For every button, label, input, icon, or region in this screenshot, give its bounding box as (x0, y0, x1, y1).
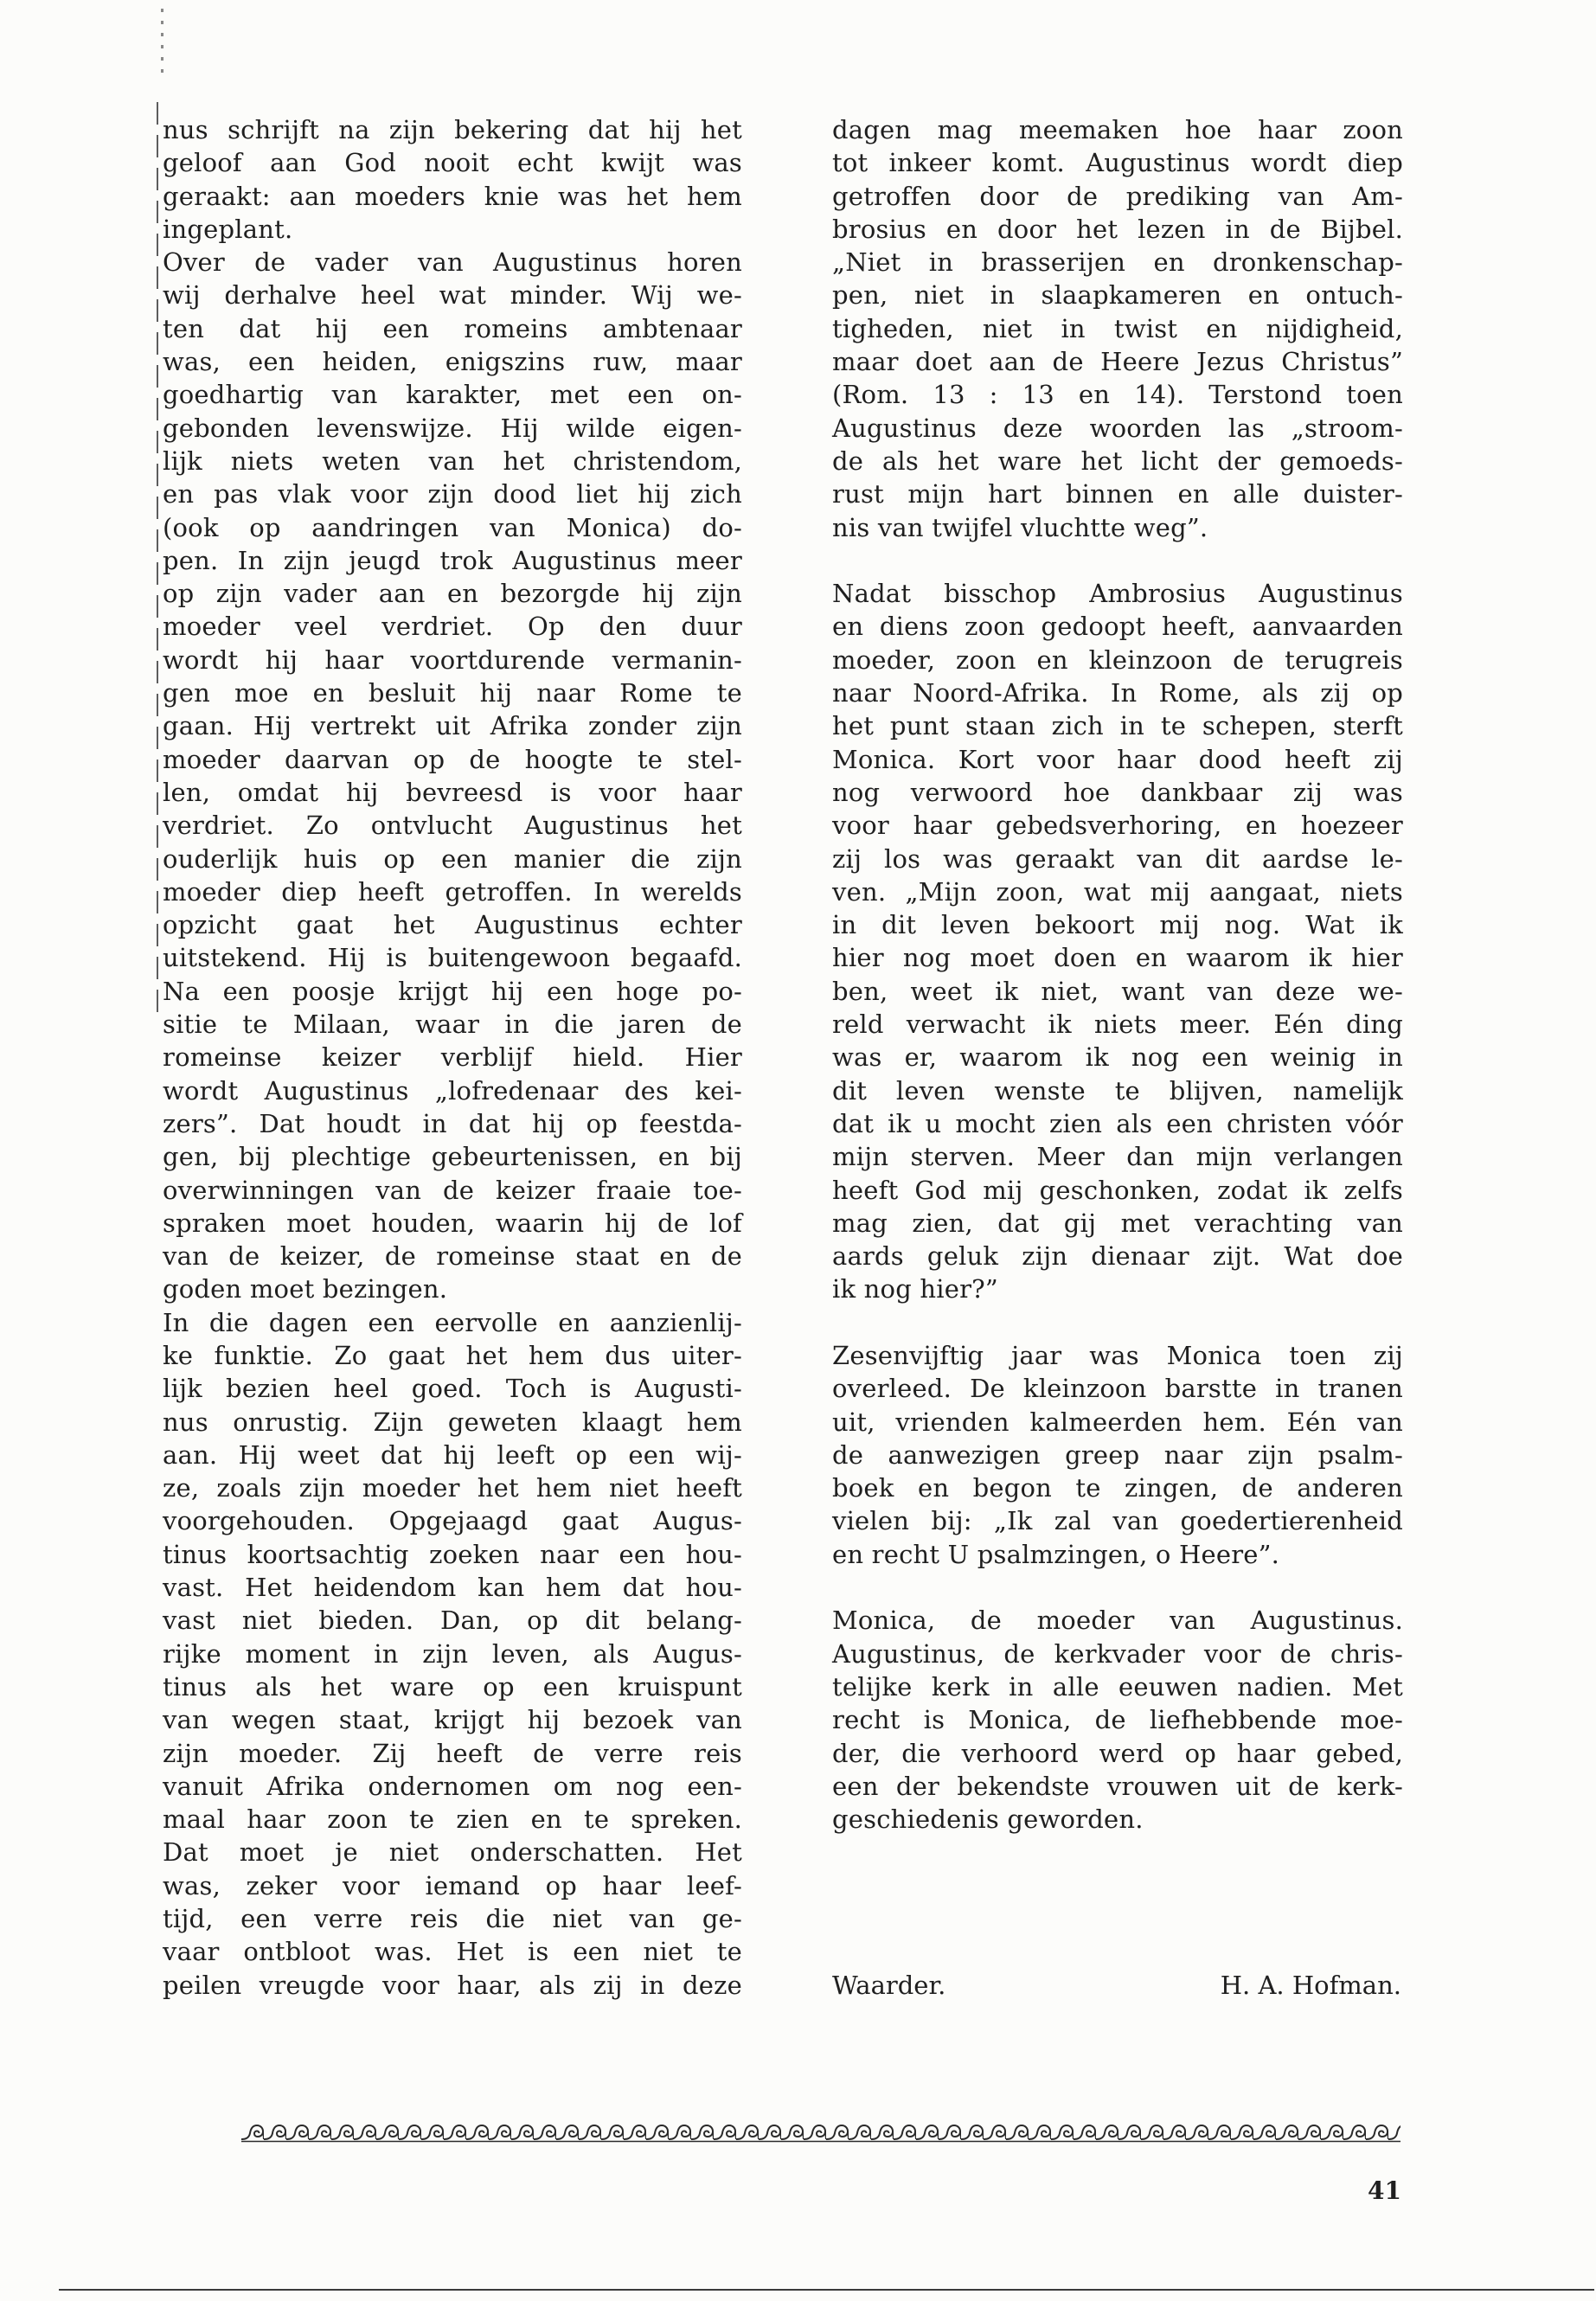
text-line: aards geluk zijn dienaar zijt. Wat doe (832, 1241, 1403, 1272)
text-line: het punt staan zich in te schepen, sterft (832, 711, 1403, 741)
text-line: ingeplant. (163, 214, 293, 244)
text-line: peilen vreugde voor haar, als zij in deze (163, 1970, 742, 2000)
text-line: Over de vader van Augustinus horen (163, 247, 742, 278)
text-line: Monica. Kort voor haar dood heeft zij (832, 744, 1403, 774)
text-line: nog verwoord hoe dankbaar zij was (832, 777, 1403, 807)
text-line: dit leven wenste te blijven, namelijk (832, 1075, 1403, 1106)
text-line: van wegen staat, krijgt hij bezoek van (163, 1705, 742, 1735)
text-line: overleed. De kleinzoon barstte in tranen (832, 1374, 1403, 1404)
text-line: heeft God mij geschonken, zodat ik zelfs (832, 1175, 1403, 1205)
text-line: gaan. Hij vertrekt uit Afrika zonder zijn (163, 711, 742, 741)
paragraph (163, 113, 742, 246)
text-line: spraken moet houden, waarin hij de lof (163, 1208, 742, 1238)
text-line: een der bekendste vrouwen uit de kerk- (832, 1771, 1403, 1801)
text-line: en recht U psalmzingen, o Heere”. (832, 1539, 1280, 1569)
text-line: recht is Monica, de liefhebbende moe- (832, 1705, 1403, 1735)
text-line: uitstekend. Hij is buitengewoon begaafd. (163, 943, 742, 973)
text-line: Augustinus, de kerkvader voor de chris- (832, 1638, 1403, 1669)
text-line: moeder, zoon en kleinzoon de terugreis (832, 644, 1403, 675)
text-line: mag zien, dat gij met verachting van (832, 1208, 1403, 1238)
text-line: tot inkeer komt. Augustinus wordt diep (832, 148, 1403, 178)
text-line: overwinningen van de keizer fraaie toe- (163, 1175, 742, 1205)
text-line: geraakt: aan moeders knie was het hem (163, 181, 742, 211)
text-line: naar Noord-Afrika. In Rome, als zij op (832, 678, 1403, 708)
text-line: (ook op aandringen van Monica) do- (163, 512, 742, 542)
text-line: boek en begon te zingen, de anderen (832, 1473, 1403, 1503)
signature-author: H. A. Hofman. (1220, 1971, 1401, 2000)
text-line: nis van twijfel vluchtte weg”. (832, 512, 1208, 542)
right-column (832, 113, 1403, 1869)
text-line: verdriet. Zo ontvlucht Augustinus het (163, 811, 742, 841)
text-line: gen, bij plechtige gebeurtenissen, en bij (163, 1142, 742, 1172)
text-line: Zesenvijftig jaar was Monica toen zij (832, 1340, 1403, 1370)
text-line: dat ik u mocht zien als een christen vóór (832, 1108, 1403, 1138)
text-line: telijke kerk in alle eeuwen nadien. Met (832, 1671, 1403, 1702)
paragraph (163, 246, 742, 1306)
text-line: ben, weet ik niet, want van deze we- (832, 976, 1403, 1006)
text-line: was er, waarom ik nog een weinig in (832, 1042, 1403, 1073)
text-line: ouderlijk huis op een manier die zijn (163, 843, 742, 874)
scan-margin-mark (157, 102, 158, 1021)
text-line: gen moe en besluit hij naar Rome te (163, 678, 742, 708)
text-line: wij derhalve heel wat minder. Wij we- (163, 280, 742, 311)
left-column (163, 113, 742, 2002)
text-line: In die dagen een eervolle en aanzienlij- (163, 1307, 742, 1337)
text-line: moeder daarvan op de hoogte te stel- (163, 744, 742, 774)
text-line: zij los was geraakt van dit aardse le- (832, 843, 1403, 874)
text-line: vanuit Afrika ondernomen om nog een- (163, 1771, 742, 1801)
text-line: wordt Augustinus „lofredenaar des kei- (163, 1075, 742, 1106)
paragraph (832, 1604, 1403, 1836)
text-line: opzicht gaat het Augustinus echter (163, 910, 742, 940)
text-line: mijn sterven. Meer dan mijn verlangen (832, 1142, 1403, 1172)
text-line: aan. Hij weet dat hij leeft op een wij- (163, 1439, 742, 1470)
text-line: ze, zoals zijn moeder het hem niet heeft (163, 1473, 742, 1503)
text-line: uit, vrienden kalmeerden hem. Eén van (832, 1407, 1403, 1437)
text-line: lijk bezien heel goed. Toch is Augusti- (163, 1374, 742, 1404)
ornament-scroll-band (241, 2121, 1401, 2144)
signature-line (832, 1969, 1401, 2002)
text-line: was, een heiden, enigszins ruw, maar (163, 347, 742, 377)
text-line: reld verwacht ik niets meer. Eén ding (832, 1009, 1403, 1040)
text-line: sitie te Milaan, waar in die jaren de (163, 1009, 742, 1040)
text-line: tinus als het ware op een kruispunt (163, 1671, 742, 1702)
text-line: vast. Het heidendom kan hem dat hou- (163, 1573, 742, 1603)
text-line: vast niet bieden. Dan, op dit belang- (163, 1606, 742, 1636)
text-line: Augustinus deze woorden las „stroom- (832, 413, 1403, 443)
ornamental-rule (241, 2121, 1401, 2144)
text-line: Nadat bisschop Ambrosius Augustinus (832, 579, 1403, 609)
text-line: tinus koortsachtig zoeken naar een hou- (163, 1539, 742, 1569)
text-line: en diens zoon gedoopt heeft, aanvaarden (832, 612, 1403, 642)
text-line: Dat moet je niet onderschatten. Het (163, 1837, 742, 1868)
text-line: moeder diep heeft getroffen. In werelds (163, 876, 742, 907)
text-line: len, omdat hij bevreesd is voor haar (163, 777, 742, 807)
text-line: nus schrijft na zijn bekering dat hij het (163, 115, 742, 144)
text-line: de als het ware het licht der gemoeds- (832, 445, 1403, 476)
scan-dots (161, 9, 163, 81)
text-line: maar doet aan de Heere Jezus Christus” (832, 347, 1403, 377)
text-line: der, die verhoord werd op haar gebed, (832, 1738, 1403, 1768)
paragraph (832, 1339, 1403, 1571)
text-line: romeinse keizer verblijf hield. Hier (163, 1042, 742, 1073)
page-number: 41 (1368, 2176, 1401, 2205)
text-line: ven. „Mijn zoon, wat mij aangaat, niets (832, 876, 1403, 907)
text-line: tijd, een verre reis die niet van ge- (163, 1904, 742, 1934)
text-line: wordt hij haar voortdurende vermanin- (163, 644, 742, 675)
text-line: voorgehouden. Opgejaagd gaat Augus- (163, 1506, 742, 1536)
paragraph (832, 577, 1403, 1306)
text-line: en pas vlak voor zijn dood liet hij zich (163, 479, 742, 510)
text-line: op zijn vader aan en bezorgde hij zijn (163, 579, 742, 609)
text-line: gebonden levenswijze. Hij wilde eigen- (163, 413, 742, 443)
text-line: pen, niet in slaapkameren en ontuch- (832, 280, 1403, 311)
text-line: Na een poosje krijgt hij een hoge po- (163, 976, 742, 1006)
text-line: ik nog hier?” (832, 1274, 998, 1304)
text-line: goden moet bezingen. (163, 1274, 448, 1304)
text-line: hier nog moet doen en waarom ik hier (832, 943, 1403, 973)
text-line: zers”. Dat houdt in dat hij op feestda- (163, 1108, 742, 1138)
text-line: tigheden, niet in twist en nijdigheid, (832, 313, 1403, 343)
bottom-rule (59, 2289, 1594, 2291)
text-line: nus onrustig. Zijn geweten klaagt hem (163, 1407, 742, 1437)
text-line: voor haar gebedsverhoring, en hoezeer (832, 811, 1403, 841)
text-line: de aanwezigen greep naar zijn psalm- (832, 1439, 1403, 1470)
text-line: moeder veel verdriet. Op den duur (163, 612, 742, 642)
text-line: lijk niets weten van het christendom, (163, 445, 742, 476)
paragraph (832, 113, 1403, 544)
text-line: Monica, de moeder van Augustinus. (832, 1606, 1403, 1636)
text-line: zijn moeder. Zij heeft de verre reis (163, 1738, 742, 1768)
text-line: brosius en door het lezen in de Bijbel. (832, 214, 1403, 244)
paragraph (163, 1306, 742, 2002)
text-line: geloof aan God nooit echt kwijt was (163, 148, 742, 178)
text-line: van de keizer, de romeinse staat en de (163, 1241, 742, 1272)
signature-place: Waarder. (832, 1971, 946, 2000)
text-line: goedhartig van karakter, met een on- (163, 380, 742, 410)
text-line: vielen bij: „Ik zal van goedertierenheid (832, 1506, 1403, 1536)
text-line: geschiedenis geworden. (832, 1804, 1144, 1835)
text-line: in dit leven bekoort mij nog. Wat ik (832, 910, 1403, 940)
text-line: ten dat hij een romeins ambtenaar (163, 313, 742, 343)
text-line: rust mijn hart binnen en alle duister- (832, 479, 1403, 510)
text-line: vaar ontbloot was. Het is een niet te (163, 1937, 742, 1967)
text-line: dagen mag meemaken hoe haar zoon (832, 115, 1403, 144)
text-line: „Niet in brasserijen en dronkenschap- (832, 247, 1403, 278)
text-line: was, zeker voor iemand op haar leef- (163, 1870, 742, 1900)
text-line: (Rom. 13 : 13 en 14). Terstond toen (832, 380, 1403, 410)
text-line: rijke moment in zijn leven, als Augus- (163, 1638, 742, 1669)
text-line: maal haar zoon te zien en te spreken. (163, 1804, 742, 1835)
text-line: pen. In zijn jeugd trok Augustinus meer (163, 545, 742, 575)
text-line: getroffen door de prediking van Am- (832, 181, 1403, 211)
text-line: ke funktie. Zo gaat het hem dus uiter- (163, 1340, 742, 1370)
